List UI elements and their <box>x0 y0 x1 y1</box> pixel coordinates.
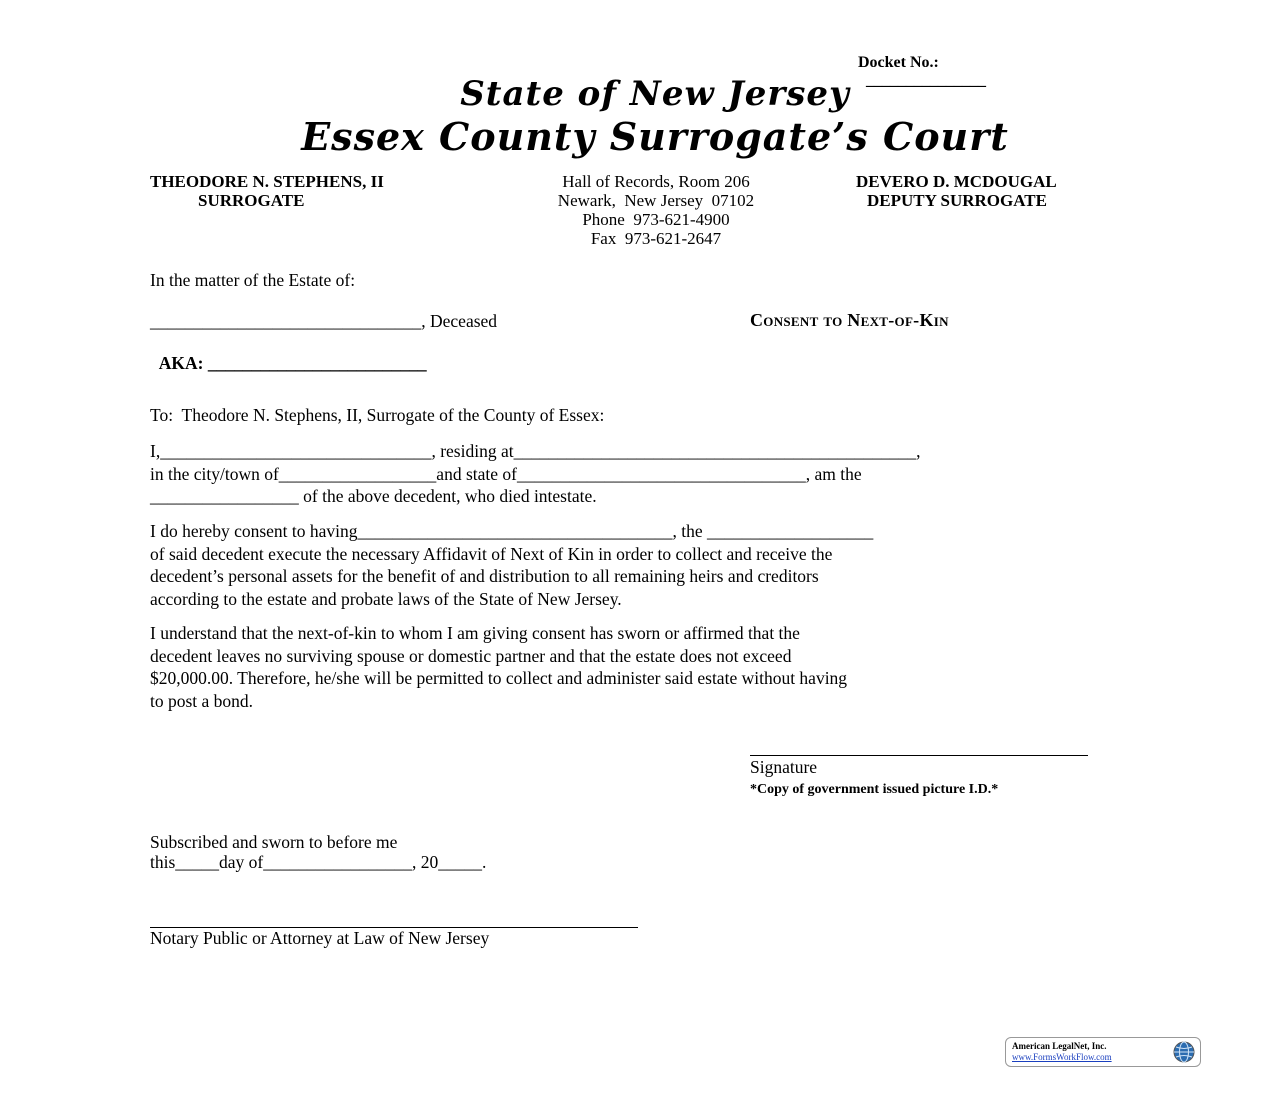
paragraph-line: _________________ of the above decedent, who died intestate. <box>150 486 597 506</box>
aka-blank: _________________________ <box>203 353 427 373</box>
consent-paragraph <box>150 520 1160 610</box>
surrogate-name: THEODORE N. STEPHENS, II <box>150 172 384 191</box>
estate-matter: In the matter of the Estate of: <box>150 270 356 290</box>
surrogate-title: SURROGATE <box>198 191 305 210</box>
paragraph-line: according to the estate and probate laws of the State of New Jersey. <box>150 588 622 609</box>
paragraph-line: decedent’s personal assets for the benefit of and distribution to all remaining heirs and creditors <box>150 566 819 586</box>
phone-number: Phone 973-621-4900 <box>582 210 730 229</box>
deputy-name: DEVERO D. MCDOUGAL <box>856 172 1057 191</box>
address-line-1: Hall of Records, Room 206 <box>562 172 750 191</box>
paragraph-line: I,_______________________________, residing at______________________________________________, <box>150 441 921 461</box>
sworn-line-2: this_____day of_________________, 20_____. <box>150 852 487 872</box>
id-note: *Copy of government issued picture I.D.* <box>750 782 999 797</box>
footer-badge <box>1005 1037 1201 1067</box>
aka-label: AKA: <box>158 353 204 373</box>
sworn-line-1: Subscribed and sworn to before me <box>150 832 398 852</box>
addressee-line: To: Theodore N. Stephens, II, Surrogate of the County of Essex: <box>150 405 605 425</box>
signature-label: Signature <box>750 757 818 777</box>
aka-line <box>150 332 427 374</box>
badge-company: American LegalNet, Inc. <box>1012 1041 1107 1051</box>
deceased-line: _______________________________, Deceased <box>150 311 498 331</box>
address-line-2: Newark, New Jersey 07102 <box>557 191 755 210</box>
deputy-title: DEPUTY SURROGATE <box>867 191 1047 210</box>
paragraph-line: of said decedent execute the necessary Affidavit of Next of Kin in order to collect and receive the <box>150 543 833 564</box>
paragraph-line: to post a bond. <box>150 690 254 711</box>
paragraph-line: I understand that the next-of-kin to whom I am giving consent has sworn or affirmed that the <box>150 623 800 643</box>
notary-label: Notary Public or Attorney at Law of New Jersey <box>150 928 490 948</box>
paragraph-line: $20,000.00. Therefore, he/she will be permitted to collect and administer said estate without having <box>150 668 848 688</box>
state-title: State of New Jersey <box>460 74 850 114</box>
docket-blank: _______________ <box>866 72 986 89</box>
paragraph-line: decedent leaves no surviving spouse or domestic partner and that the estate does not exceed <box>150 645 792 666</box>
understanding-paragraph <box>150 622 1160 712</box>
docket-label: Docket No.: <box>858 54 939 71</box>
form-title: Consent to Next-of-Kin <box>750 310 949 330</box>
fax-number: Fax 973-621-2647 <box>590 229 722 248</box>
paragraph-line: I do hereby consent to having____________________________________, the ___________________ <box>150 521 874 541</box>
globe-icon <box>1172 1040 1196 1064</box>
signature-line[interactable] <box>750 755 1088 756</box>
badge-url[interactable]: www.FormsWorkFlow.com <box>1012 1052 1112 1062</box>
court-title: Essex County Surrogate’s Court <box>301 114 1009 159</box>
declarant-paragraph <box>150 440 1160 508</box>
paragraph-line: in the city/town of__________________and state of_________________________________, am the <box>150 463 862 484</box>
